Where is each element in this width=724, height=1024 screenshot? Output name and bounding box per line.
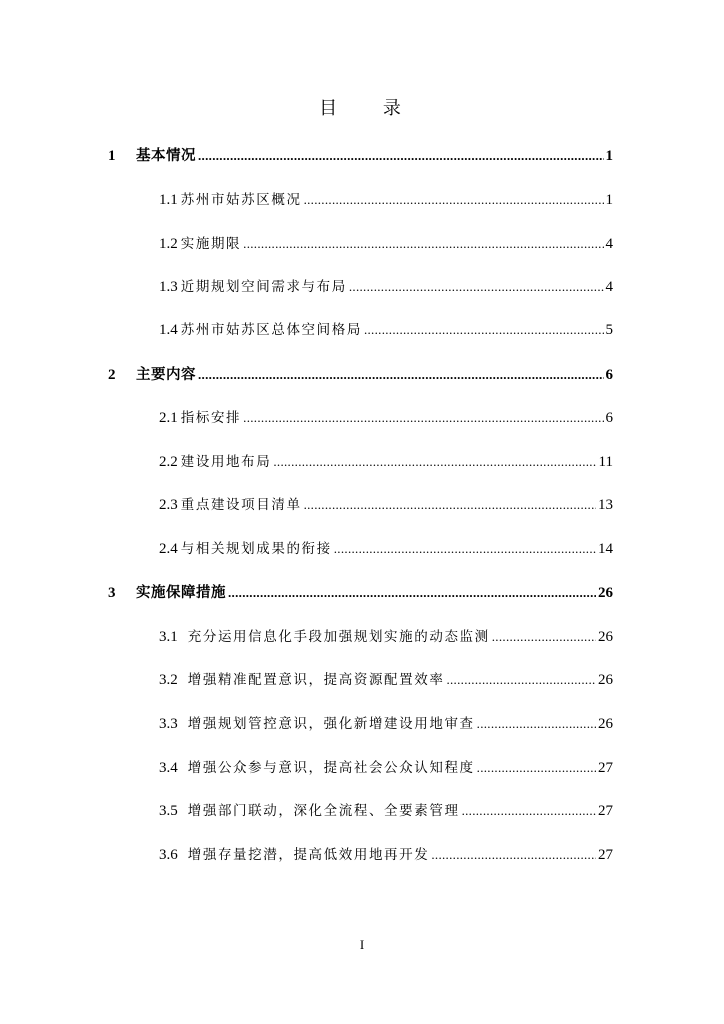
dot-leader	[198, 145, 604, 167]
toc-entry-title: 苏州市姑苏区总体空间格局	[180, 322, 362, 338]
toc-entry-page: 26	[598, 672, 613, 688]
toc-entry-number: 1.3	[159, 279, 178, 295]
toc-entry-3-5[interactable]	[159, 800, 613, 822]
toc-entry-title: 增强公众参与意识，提高社会公众认知程度	[187, 760, 475, 776]
toc-entry-page: 5	[605, 322, 613, 338]
toc-entry-page: 1	[605, 192, 613, 208]
dot-leader	[243, 407, 603, 429]
toc-entry-1-3[interactable]	[159, 276, 613, 298]
toc-entry-title: 苏州市姑苏区概况	[180, 192, 302, 208]
toc-entry-number: 3.4	[159, 760, 178, 776]
toc-entry-number: 3	[108, 585, 116, 601]
toc-entry-number: 1.4	[159, 322, 178, 338]
toc-entry-number: 2.3	[159, 497, 178, 513]
dot-leader	[477, 713, 596, 735]
toc-entry-number: 3.5	[159, 803, 178, 819]
toc-entry-title: 指标安排	[180, 410, 242, 426]
dot-leader	[349, 276, 604, 298]
toc-entry-title: 增强存量挖潜，提高低效用地再开发	[187, 847, 430, 863]
toc-entry-page: 26	[598, 629, 613, 645]
dot-leader	[431, 844, 596, 866]
toc-entry-3[interactable]	[108, 582, 613, 604]
toc-entry-title: 充分运用信息化手段加强规划实施的动态监测	[187, 629, 490, 645]
dot-leader	[304, 189, 604, 211]
toc-entry-number: 2.2	[159, 454, 178, 470]
toc-entry-page: 26	[598, 585, 613, 601]
toc-entry-number: 1	[108, 148, 116, 164]
toc-entry-title: 增强精准配置意识，提高资源配置效率	[187, 672, 445, 688]
toc-entry-number: 1.1	[159, 192, 178, 208]
toc-entry-3-1[interactable]	[159, 626, 613, 648]
dot-leader	[273, 451, 596, 473]
toc-entry-number: 3.6	[159, 847, 178, 863]
dot-leader	[304, 494, 596, 516]
dot-leader	[198, 364, 604, 386]
toc-entry-title: 实施保障措施	[136, 585, 226, 601]
page-title: 目 录	[319, 98, 421, 119]
toc-entry-number: 2.4	[159, 541, 178, 557]
dot-leader	[364, 319, 604, 341]
toc-entry-3-2[interactable]	[159, 669, 613, 691]
toc-entry-page: 27	[598, 847, 613, 863]
toc-entry-1-2[interactable]	[159, 233, 613, 255]
page-number: I	[359, 937, 365, 952]
toc-entry-page: 13	[598, 497, 613, 513]
toc-entry-title: 重点建设项目清单	[180, 497, 302, 513]
toc-entry-number: 2	[108, 367, 116, 383]
toc-entry-title: 实施期限	[180, 236, 242, 252]
toc-entry-1-1[interactable]	[159, 189, 613, 211]
toc-entry-title: 主要内容	[136, 367, 196, 383]
dot-leader	[492, 626, 596, 648]
toc-entry-page: 27	[598, 803, 613, 819]
toc-entry-page: 26	[598, 716, 613, 732]
toc-entry-3-6[interactable]	[159, 844, 613, 866]
toc-entry-3-3[interactable]	[159, 713, 613, 735]
toc-entry-page: 6	[605, 367, 613, 383]
dot-leader	[334, 538, 596, 560]
toc-entry-page: 14	[598, 541, 613, 557]
toc-entry-page: 6	[605, 410, 613, 426]
toc-entry-2-3[interactable]	[159, 494, 613, 516]
toc-entry-number: 3.2	[159, 672, 178, 688]
toc-entry-page: 1	[605, 148, 613, 164]
toc-entry-title: 建设用地布局	[180, 454, 272, 470]
toc-entry-page: 4	[605, 279, 613, 295]
toc-entry-title: 增强规划管控意识，强化新增建设用地审查	[187, 716, 475, 732]
dot-leader	[477, 757, 596, 779]
toc-entry-number: 1.2	[159, 236, 178, 252]
toc-entry-1[interactable]	[108, 145, 613, 167]
toc-entry-title: 近期规划空间需求与布局	[180, 279, 347, 295]
toc-entry-title: 基本情况	[136, 148, 196, 164]
toc-entry-title: 与相关规划成果的衔接	[180, 541, 332, 557]
toc-entry-page: 27	[598, 760, 613, 776]
dot-leader	[462, 800, 596, 822]
dot-leader	[228, 582, 596, 604]
toc-entry-number: 3.1	[159, 629, 178, 645]
toc-entry-2-2[interactable]	[159, 451, 613, 473]
toc-entry-3-4[interactable]	[159, 757, 613, 779]
toc-entry-2[interactable]	[108, 364, 613, 386]
toc-entry-number: 3.3	[159, 716, 178, 732]
toc-entry-1-4[interactable]	[159, 319, 613, 341]
toc-entry-title: 增强部门联动，深化全流程、全要素管理	[187, 803, 460, 819]
toc-entry-2-1[interactable]	[159, 407, 613, 429]
toc-entry-page: 4	[605, 236, 613, 252]
dot-leader	[243, 233, 603, 255]
toc-entry-page: 11	[598, 454, 613, 470]
toc-entry-number: 2.1	[159, 410, 178, 426]
dot-leader	[446, 669, 596, 691]
toc-entry-2-4[interactable]	[159, 538, 613, 560]
